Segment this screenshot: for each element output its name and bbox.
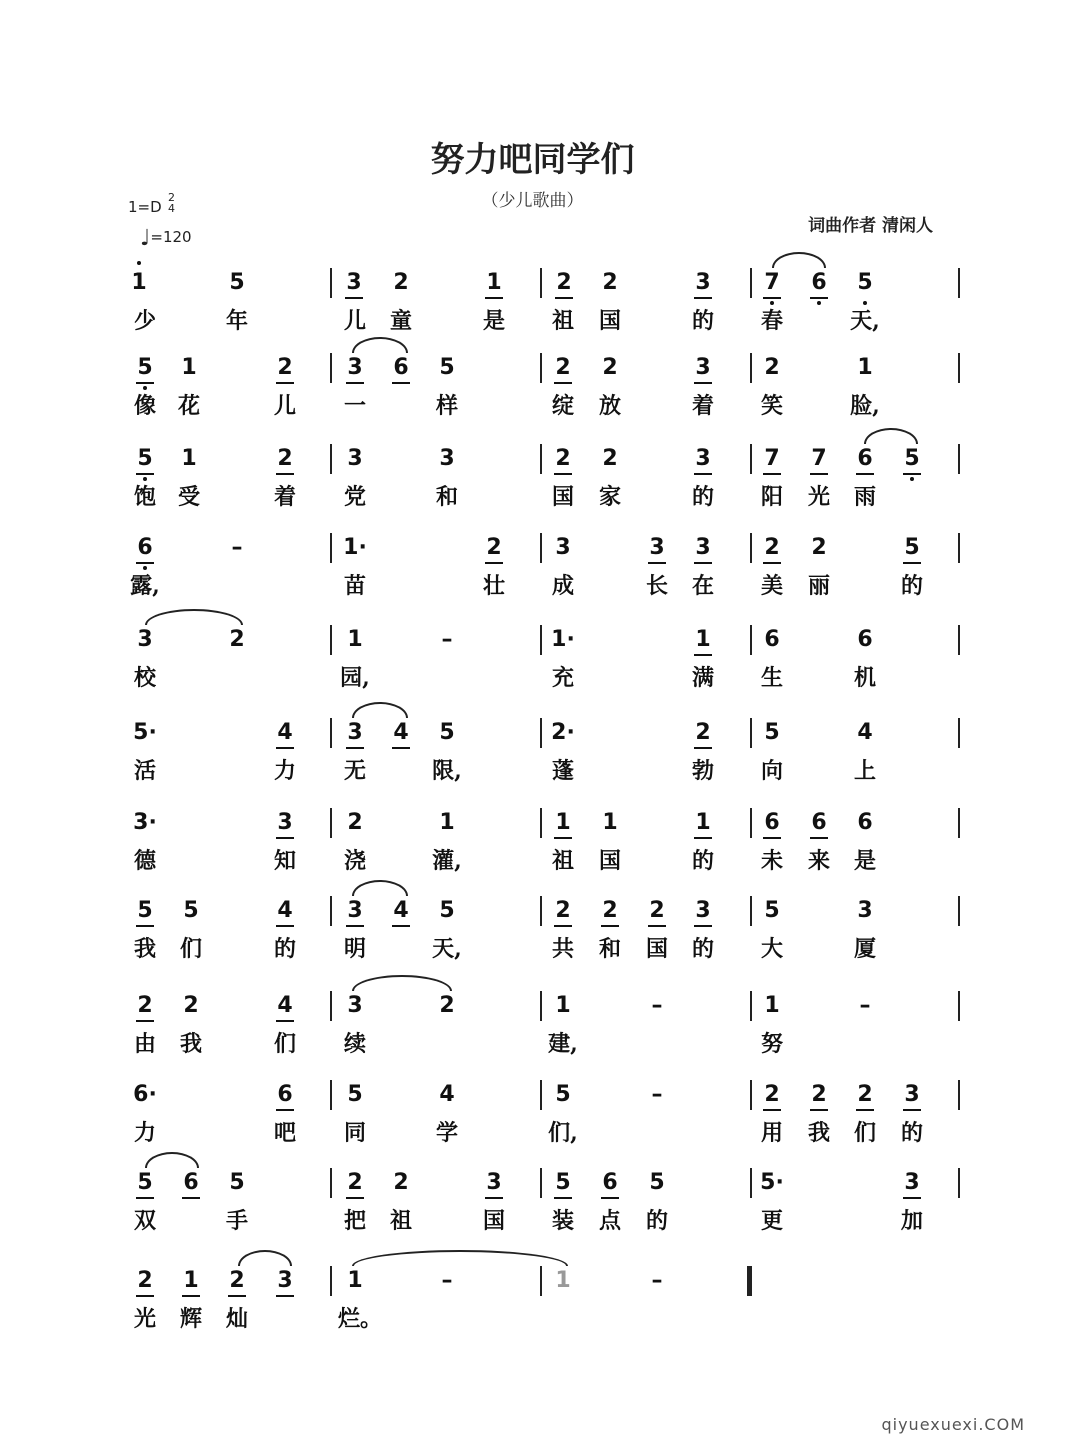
time-signature-bottom: 4 <box>168 202 175 215</box>
barline <box>330 533 332 563</box>
tempo-marking <box>140 226 192 251</box>
lyric: 吧 <box>273 1120 296 1146</box>
note: 6· <box>133 1082 157 1107</box>
barline <box>540 444 542 474</box>
note: 3 <box>347 446 363 471</box>
note: 1 <box>555 993 571 1018</box>
note: 1 <box>546 810 580 836</box>
author-credit: 词曲作者 清闲人 <box>808 216 933 236</box>
lyric: 灌, <box>432 848 462 874</box>
lyric: 祖 <box>551 848 574 874</box>
slur-arc <box>352 975 452 991</box>
note: 4 <box>268 720 302 746</box>
lyric: 限, <box>432 758 462 784</box>
note: 1 <box>347 1268 363 1293</box>
note: 5 <box>183 898 199 923</box>
note: 3 <box>895 1170 929 1196</box>
barline <box>750 444 752 474</box>
barline <box>958 1168 960 1198</box>
lyric: 用 <box>760 1120 783 1146</box>
barline <box>540 718 542 748</box>
note: 6 <box>848 446 882 472</box>
note: 2 <box>229 627 245 652</box>
note: 5 <box>649 1170 665 1195</box>
note: 5 <box>229 270 245 295</box>
barline <box>958 353 960 383</box>
note: 3 <box>686 535 720 561</box>
note: 4 <box>268 898 302 924</box>
slur-arc <box>238 1250 292 1266</box>
barline <box>750 1168 752 1198</box>
note: 5 <box>439 355 455 380</box>
note: 1 <box>122 270 156 296</box>
note: 5 <box>848 270 882 296</box>
note: 3 <box>686 898 720 924</box>
note: 7 <box>802 446 836 472</box>
barline <box>330 1266 332 1296</box>
lyric: 烂。 <box>338 1306 383 1332</box>
lyric: 向 <box>760 758 783 784</box>
note: 3 <box>857 898 873 923</box>
lyric: 的 <box>691 936 714 962</box>
lyric: 们 <box>853 1120 876 1146</box>
lyric: 国 <box>645 936 668 962</box>
song-subtitle: （少儿歌曲） <box>481 191 584 211</box>
barline <box>958 896 960 926</box>
lyric: 阳 <box>760 484 783 510</box>
note: 3 <box>895 1082 929 1108</box>
lyric: 的 <box>273 936 296 962</box>
lyric: 是 <box>482 308 505 334</box>
lyric: 儿 <box>273 393 296 419</box>
lyric: 丽 <box>807 573 830 599</box>
lyric: 是 <box>853 848 876 874</box>
note: 2 <box>602 270 618 295</box>
lyric: 的 <box>691 484 714 510</box>
lyric: 知 <box>273 848 296 874</box>
lyric: 加 <box>900 1208 923 1234</box>
lyric: 我 <box>179 1031 202 1057</box>
note: 3 <box>347 993 363 1018</box>
lyric: 儿 <box>343 308 366 334</box>
note: 5 <box>439 898 455 923</box>
barline <box>958 991 960 1021</box>
barline <box>750 1080 752 1110</box>
note: 3· <box>133 810 157 835</box>
note: 5 <box>128 898 162 924</box>
note: 2 <box>602 446 618 471</box>
barline <box>540 533 542 563</box>
lyric: 灿 <box>225 1306 248 1332</box>
barline <box>540 625 542 655</box>
note: – <box>651 993 663 1018</box>
lyric: 党 <box>343 484 366 510</box>
barline <box>540 1266 542 1296</box>
note: 1· <box>551 627 575 652</box>
note: 2 <box>439 993 455 1018</box>
barline <box>958 268 960 298</box>
lyric: 们 <box>273 1031 296 1057</box>
note: 4 <box>384 720 418 746</box>
note: 6 <box>802 270 836 296</box>
barline <box>750 896 752 926</box>
lyric: 国 <box>551 484 574 510</box>
lyric: 的 <box>691 848 714 874</box>
lyric: 把 <box>343 1208 366 1234</box>
lyric: 上 <box>853 758 876 784</box>
note: 6 <box>128 535 162 561</box>
lyric: 受 <box>177 484 200 510</box>
note: 2 <box>547 270 581 296</box>
lyric: 力 <box>133 1120 156 1146</box>
note: 5 <box>895 446 929 472</box>
lyric: 一 <box>343 393 366 419</box>
note: 1 <box>181 446 197 471</box>
lyric: 着 <box>691 393 714 419</box>
barline <box>958 808 960 838</box>
lyric: 我 <box>807 1120 830 1146</box>
lyric: 未 <box>760 848 783 874</box>
note: 1 <box>439 810 455 835</box>
lyric: 成 <box>551 573 574 599</box>
note: 2 <box>593 898 627 924</box>
lyric: 长 <box>645 573 668 599</box>
lyric: 校 <box>133 665 156 691</box>
note: 2 <box>220 1268 254 1294</box>
lyric: 天, <box>850 308 880 334</box>
lyric: 的 <box>900 573 923 599</box>
lyric: 努 <box>760 1031 783 1057</box>
barline <box>330 1080 332 1110</box>
note: 2 <box>128 1268 162 1294</box>
note: – <box>441 1268 453 1293</box>
lyric: 双 <box>133 1208 156 1234</box>
note: 3 <box>477 1170 511 1196</box>
barline <box>540 1080 542 1110</box>
barline <box>958 1080 960 1110</box>
barline <box>330 353 332 383</box>
note: 5 <box>555 1082 571 1107</box>
note: 1 <box>181 355 197 380</box>
barline <box>750 808 752 838</box>
lyric: 充 <box>551 665 574 691</box>
lyric: 力 <box>273 758 296 784</box>
note: 1· <box>343 535 367 560</box>
lyric: 国 <box>598 848 621 874</box>
barline <box>540 268 542 298</box>
note: 4 <box>268 993 302 1019</box>
note: 3 <box>337 270 371 296</box>
barline <box>750 991 752 1021</box>
lyric: 国 <box>598 308 621 334</box>
lyric: 天, <box>432 936 462 962</box>
note: 2 <box>477 535 511 561</box>
barline <box>750 353 752 383</box>
note: 6 <box>764 627 780 652</box>
lyric: 明 <box>343 936 366 962</box>
lyric: 在 <box>691 573 714 599</box>
final-barline <box>747 1266 751 1296</box>
note: 2 <box>393 270 409 295</box>
lyric: 光 <box>133 1306 156 1332</box>
lyric: 童 <box>389 308 412 334</box>
barline <box>958 533 960 563</box>
lyric: 绽 <box>551 393 574 419</box>
note: 2 <box>602 355 618 380</box>
note: 3 <box>686 355 720 381</box>
note: 3 <box>439 446 455 471</box>
tempo-value: =120 <box>150 228 192 246</box>
lyric: 着 <box>273 484 296 510</box>
note: 5 <box>546 1170 580 1196</box>
note: 1 <box>764 993 780 1018</box>
note: 3 <box>137 627 153 652</box>
note: 5 <box>128 1170 162 1196</box>
lyric: 和 <box>435 484 458 510</box>
lyric: 饱 <box>133 484 156 510</box>
note: 3 <box>338 355 372 381</box>
note: 2 <box>546 355 580 381</box>
note: 2 <box>755 535 789 561</box>
slur-arc <box>352 880 408 896</box>
lyric: 厦 <box>853 936 876 962</box>
note: 4 <box>439 1082 455 1107</box>
note: 2 <box>640 898 674 924</box>
lyric: 园, <box>340 665 370 691</box>
note: 5· <box>133 720 157 745</box>
lyric: 放 <box>598 393 621 419</box>
note: 3 <box>686 270 720 296</box>
barline <box>540 991 542 1021</box>
note: 1 <box>555 1268 571 1293</box>
note: 2 <box>268 355 302 381</box>
lyric: 春 <box>760 308 783 334</box>
barline <box>958 625 960 655</box>
barline <box>330 268 332 298</box>
barline <box>330 991 332 1021</box>
lyric: 蓬 <box>551 758 574 784</box>
note: 3 <box>268 810 302 836</box>
note: 5 <box>439 720 455 745</box>
note: 2 <box>393 1170 409 1195</box>
note: 4 <box>384 898 418 924</box>
lyric: 由 <box>133 1031 156 1057</box>
slur-arc <box>352 337 408 353</box>
note: 6 <box>268 1082 302 1108</box>
barline <box>330 1168 332 1198</box>
lyric: 像 <box>133 393 156 419</box>
note: 2 <box>128 993 162 1019</box>
note: 1 <box>477 270 511 296</box>
lyric: 续 <box>343 1031 366 1057</box>
slur-arc <box>864 428 918 444</box>
note: 2 <box>802 1082 836 1108</box>
note: 2 <box>848 1082 882 1108</box>
lyric: 壮 <box>482 573 505 599</box>
lyric: 我 <box>133 936 156 962</box>
barline <box>958 444 960 474</box>
barline <box>540 1168 542 1198</box>
note: 1 <box>686 810 720 836</box>
lyric: 雨 <box>853 484 876 510</box>
note: 2 <box>338 1170 372 1196</box>
quarter-note-icon: ♩ <box>140 226 151 251</box>
barline <box>330 808 332 838</box>
slur-arc <box>145 1152 199 1168</box>
lyric: 机 <box>853 665 876 691</box>
lyric: 建, <box>548 1031 578 1057</box>
lyric: 祖 <box>551 308 574 334</box>
note: – <box>859 993 871 1018</box>
note: 3 <box>338 720 372 746</box>
note: 2 <box>347 810 363 835</box>
lyric: 们 <box>179 936 202 962</box>
note: 2· <box>551 720 575 745</box>
lyric: 辉 <box>179 1306 202 1332</box>
lyric: 苗 <box>343 573 366 599</box>
lyric: 们, <box>548 1120 578 1146</box>
note: 5 <box>229 1170 245 1195</box>
note: 5 <box>128 355 162 381</box>
note: 1 <box>347 627 363 652</box>
slur-arc <box>352 702 408 718</box>
note: 2 <box>183 993 199 1018</box>
lyric: 手 <box>225 1208 248 1234</box>
note: 6 <box>802 810 836 836</box>
time-signature <box>168 192 175 214</box>
barline <box>750 533 752 563</box>
key-signature: 1=D <box>128 198 162 216</box>
lyric: 生 <box>760 665 783 691</box>
note: 3 <box>268 1268 302 1294</box>
lyric: 脸, <box>850 393 880 419</box>
lyric: 满 <box>691 665 714 691</box>
slur-arc <box>352 1250 568 1266</box>
barline <box>750 718 752 748</box>
note: 7 <box>755 446 789 472</box>
note: 2 <box>686 720 720 746</box>
note: 7 <box>755 270 789 296</box>
barline <box>540 808 542 838</box>
lyric: 的 <box>645 1208 668 1234</box>
slur-arc <box>772 252 826 268</box>
watermark: qiyuexuexi.COM <box>881 1415 1025 1434</box>
note: 2 <box>764 355 780 380</box>
note: 5 <box>764 898 780 923</box>
note: 3 <box>555 535 571 560</box>
lyric: 学 <box>435 1120 458 1146</box>
barline <box>750 268 752 298</box>
note: 3 <box>338 898 372 924</box>
note: 2 <box>811 535 827 560</box>
note: 5 <box>764 720 780 745</box>
lyric: 大 <box>760 936 783 962</box>
note: 4 <box>857 720 873 745</box>
note: 6 <box>857 810 873 835</box>
time-signature-top: 2 <box>168 191 175 204</box>
note: 1 <box>686 627 720 653</box>
song-title: 努力吧同学们 <box>430 140 635 180</box>
note: 2 <box>755 1082 789 1108</box>
lyric: 祖 <box>389 1208 412 1234</box>
barline <box>330 718 332 748</box>
note: – <box>231 535 243 560</box>
lyric: 共 <box>551 936 574 962</box>
lyric: 点 <box>598 1208 621 1234</box>
barline <box>540 353 542 383</box>
note: – <box>651 1082 663 1107</box>
note: 6 <box>857 627 873 652</box>
lyric: 浇 <box>343 848 366 874</box>
lyric: 家 <box>598 484 621 510</box>
note: 5 <box>128 446 162 472</box>
note: – <box>651 1268 663 1293</box>
note: 1 <box>174 1268 208 1294</box>
lyric: 同 <box>343 1120 366 1146</box>
lyric: 装 <box>551 1208 574 1234</box>
lyric: 和 <box>598 936 621 962</box>
lyric: 活 <box>133 758 156 784</box>
note: – <box>441 627 453 652</box>
note: 3 <box>686 446 720 472</box>
barline <box>330 896 332 926</box>
note: 2 <box>268 446 302 472</box>
lyric: 美 <box>760 573 783 599</box>
lyric: 露, <box>130 573 160 599</box>
lyric: 花 <box>177 393 200 419</box>
lyric: 无 <box>343 758 366 784</box>
lyric: 国 <box>482 1208 505 1234</box>
barline <box>330 444 332 474</box>
lyric: 德 <box>133 848 156 874</box>
note: 5 <box>895 535 929 561</box>
lyric: 来 <box>807 848 830 874</box>
lyric: 样 <box>435 393 458 419</box>
note: 1 <box>602 810 618 835</box>
note: 6 <box>593 1170 627 1196</box>
note: 2 <box>546 898 580 924</box>
note: 5 <box>347 1082 363 1107</box>
slur-arc <box>145 609 243 625</box>
note: 6 <box>755 810 789 836</box>
lyric: 的 <box>691 308 714 334</box>
note: 3 <box>640 535 674 561</box>
barline <box>540 896 542 926</box>
lyric: 笑 <box>760 393 783 419</box>
note: 6 <box>174 1170 208 1196</box>
barline <box>750 625 752 655</box>
lyric: 年 <box>225 308 248 334</box>
lyric: 光 <box>807 484 830 510</box>
note: 2 <box>546 446 580 472</box>
lyric: 少 <box>133 308 156 334</box>
lyric: 勃 <box>691 758 714 784</box>
barline <box>958 718 960 748</box>
lyric: 更 <box>760 1208 783 1234</box>
note: 5· <box>760 1170 784 1195</box>
note: 6 <box>384 355 418 381</box>
barline <box>330 625 332 655</box>
note: 1 <box>857 355 873 380</box>
lyric: 的 <box>900 1120 923 1146</box>
